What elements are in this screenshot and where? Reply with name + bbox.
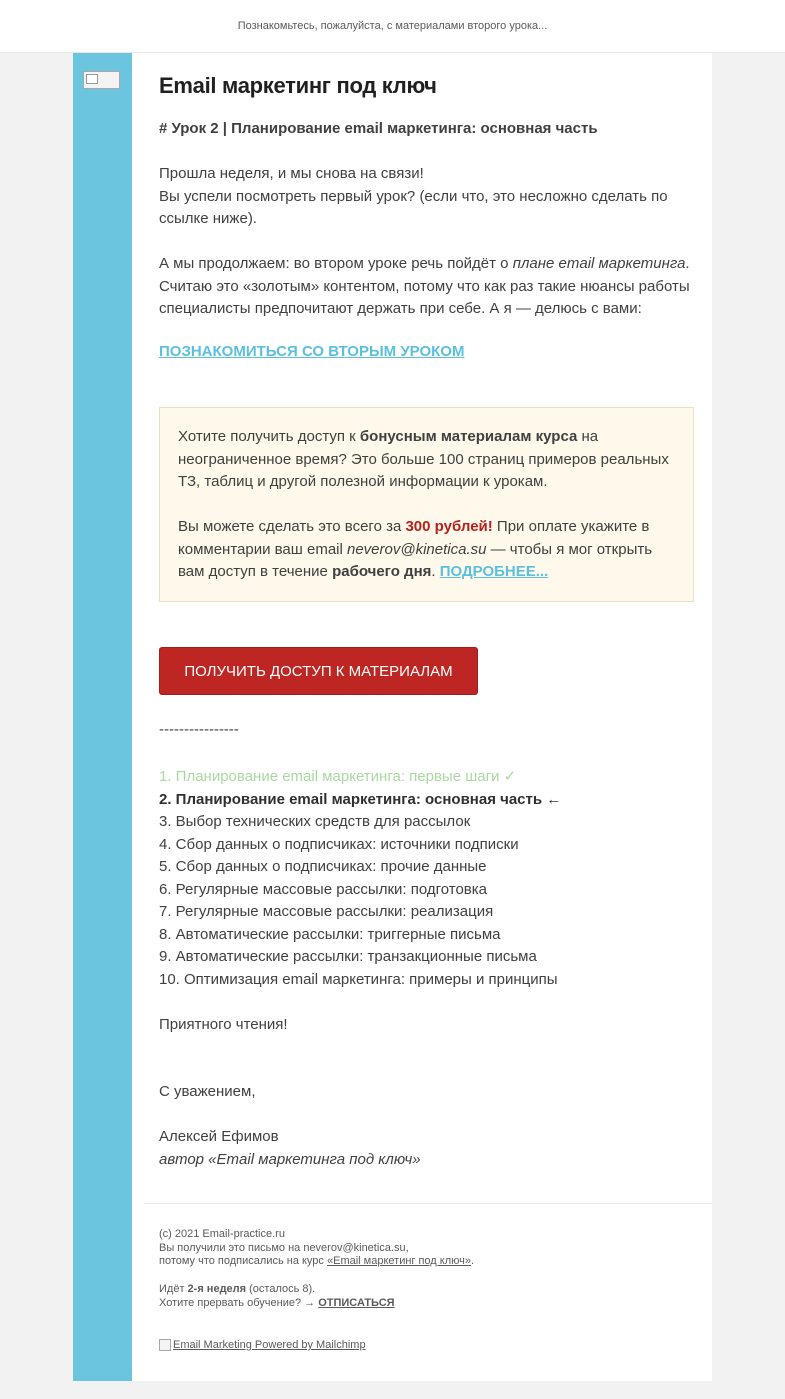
lesson-item: 9. Автоматические рассылки: транзакционные письма bbox=[159, 948, 537, 965]
price-text-mid: При оплате укажите в комментарии ваш email bbox=[178, 518, 650, 558]
subscription-text: потому что подписались на курс bbox=[159, 1255, 327, 1267]
footer-info bbox=[159, 1228, 474, 1269]
regards-text: С уважением, bbox=[159, 1083, 256, 1100]
mailchimp-link[interactable]: Email Marketing Powered by Mailchimp bbox=[173, 1339, 366, 1351]
plan-paragraph bbox=[159, 253, 694, 321]
intro-line-2: Вы успели посмотреть первый урок? (если что, это несложно сделать по ссылке ниже). bbox=[159, 187, 668, 227]
enjoy-text: Приятного чтения! bbox=[159, 1016, 288, 1033]
mailchimp-badge[interactable] bbox=[159, 1339, 366, 1351]
subscription-dot: . bbox=[471, 1255, 475, 1267]
lesson-item: 4. Сбор данных о подписчиках: источники подписки bbox=[159, 835, 519, 853]
author-role bbox=[159, 1149, 699, 1172]
price-dot: . bbox=[431, 563, 440, 580]
lesson-item: 3. Выбор технических средств для рассылок bbox=[159, 813, 471, 830]
broken-image-icon bbox=[83, 71, 120, 89]
broken-image-icon bbox=[159, 1339, 171, 1351]
author-role-text: автор «Email маркетинга под ключ» bbox=[159, 1151, 421, 1168]
course-link[interactable]: «Email маркетинг под ключ» bbox=[326, 1255, 471, 1267]
week-text: Идёт bbox=[159, 1283, 188, 1295]
sidebar bbox=[73, 53, 132, 1381]
preheader bbox=[0, 0, 785, 53]
plan-text-before: А мы продолжаем: во втором уроке речь пойдёт о bbox=[159, 255, 513, 272]
intro-paragraph bbox=[159, 163, 699, 231]
intro-line-1: Прошла неделя, и мы снова на связи! bbox=[159, 165, 424, 182]
details-link[interactable]: ПОДРОБНЕЕ... bbox=[439, 563, 549, 580]
lesson-item: 6. Регулярные массовые рассылки: подготовка bbox=[159, 880, 488, 898]
text-divider: ---------------- bbox=[159, 721, 239, 738]
footer-divider bbox=[144, 1203, 712, 1204]
unsubscribe-link[interactable]: ОТПИСАТЬСЯ bbox=[318, 1296, 395, 1309]
unsubscribe-prompt: Хотите прервать обучение? → bbox=[159, 1296, 319, 1309]
lesson-item: 5. Сбор данных о подписчиках: прочие данные bbox=[159, 858, 487, 875]
author-name: Алексей Ефимов bbox=[159, 1128, 279, 1145]
lesson-item: 10. Оптимизация email маркетинга: примеры и принципы bbox=[159, 970, 558, 988]
bonus-text: Хотите получить доступ к bbox=[178, 428, 360, 445]
price-value: 300 рублей! bbox=[405, 518, 493, 535]
email-address: neverov@kinetica.su bbox=[347, 540, 487, 558]
bonus-bold: бонусным материалам курса bbox=[359, 428, 578, 445]
plan-text-after: . Считаю это «золотым» контентом, потому что как раз такие нюансы работы специалисты предпочитают держать при себе. А я — делюсь с вами: bbox=[159, 255, 690, 317]
bonus-paragraph bbox=[178, 426, 673, 494]
lesson-item: 8. Автоматические рассылки: триггерные письма bbox=[159, 925, 501, 943]
lesson-item: 1. Планирование email маркетинга: первые шаги ✓ bbox=[159, 768, 517, 785]
subscription-note bbox=[159, 1255, 474, 1269]
bonus-text-after: на неограниченное время? Это больше 100 страниц примеров реальных ТЗ, таблиц и другой полезной информации к урокам. bbox=[178, 428, 669, 490]
copyright: (c) 2021 Email-practice.ru bbox=[159, 1228, 285, 1240]
progress-info bbox=[159, 1283, 395, 1310]
lesson-list bbox=[159, 766, 561, 991]
lesson-heading: # Урок 2 | Планирование email маркетинга: основная часть bbox=[159, 120, 598, 137]
lesson-item: 7. Регулярные массовые рассылки: реализация bbox=[159, 903, 494, 920]
workday-bold: рабочего дня bbox=[332, 563, 432, 580]
price-paragraph bbox=[178, 516, 673, 584]
week-bold: 2-я неделя bbox=[187, 1283, 247, 1295]
week-status bbox=[159, 1283, 395, 1297]
week-remaining: (осталось 8). bbox=[246, 1283, 316, 1295]
second-lesson-link[interactable]: ПОЗНАКОМИТЬСЯ СО ВТОРЫМ УРОКОМ bbox=[159, 343, 465, 360]
price-text-mid2: — чтобы я мог открыть вам доступ в течение bbox=[178, 540, 653, 580]
unsubscribe-line bbox=[159, 1297, 395, 1311]
email-body bbox=[132, 53, 712, 1381]
lesson-item: 2. Планирование email маркетинга: основная часть ← bbox=[159, 790, 562, 808]
get-materials-button[interactable]: ПОЛУЧИТЬ ДОСТУП К МАТЕРИАЛАМ bbox=[159, 647, 478, 695]
received-note: Вы получили это письмо на neverov@kinetica.su, bbox=[159, 1241, 409, 1254]
bonus-notice-box bbox=[159, 407, 694, 602]
preheader-text: Познакомьтесь, пожалуйста, с материалами второго урока... bbox=[237, 20, 548, 32]
price-text: Вы можете сделать это всего за bbox=[178, 518, 406, 535]
email-title: Email маркетинг под ключ bbox=[159, 73, 437, 98]
plan-emphasis: плане email маркетинга bbox=[512, 255, 686, 272]
